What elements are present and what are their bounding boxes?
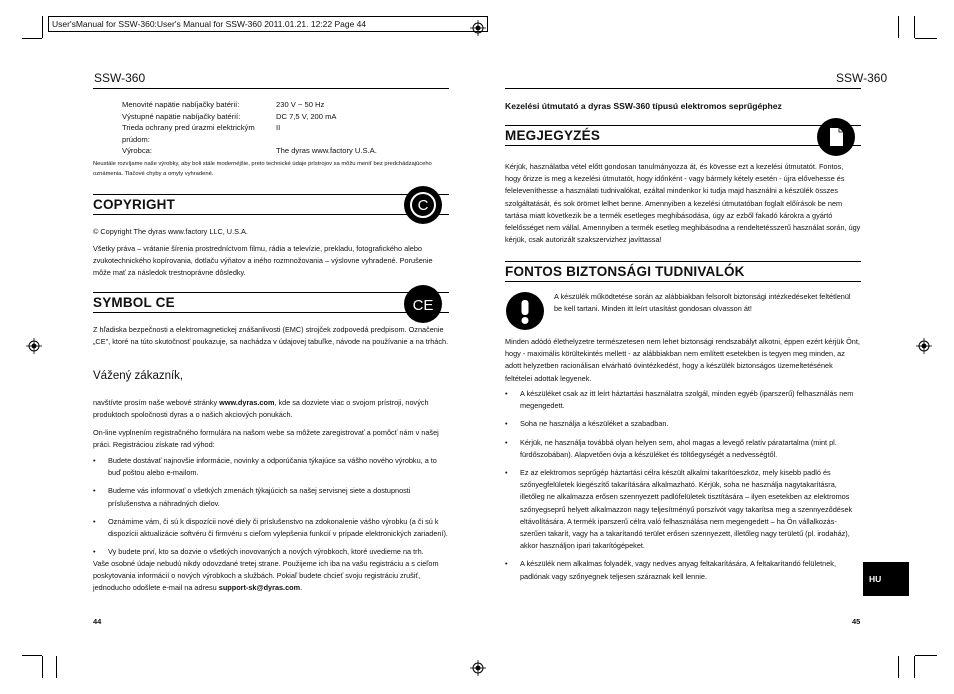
benefits-list xyxy=(93,455,449,558)
crop-mark xyxy=(898,16,899,38)
spec-row: Trieda ochrany pred úrazmi elektrickým prúdom: II xyxy=(122,123,281,144)
crop-mark xyxy=(42,656,43,678)
copyright-section-header xyxy=(93,194,449,215)
spec-row: Výstupné napätie nabíjačky batérií: DC 7,5 V, 200 mA xyxy=(122,111,337,121)
crop-mark xyxy=(22,655,42,656)
visit-paragraph: navštívte prosím naše webové stránky www.dyras.com, kde sa dozviete viac o svojom prístroji, nových produktoch spoločnosti dyras a o našich akciových ponukách. xyxy=(93,398,429,420)
crop-mark xyxy=(914,656,915,678)
support-email-link[interactable]: support-sk@dyras.com xyxy=(218,583,301,593)
ce-mark-icon xyxy=(404,285,442,323)
note-title: MEGJEGYZÉS xyxy=(505,128,601,143)
crop-mark xyxy=(915,38,937,39)
ce-section-header xyxy=(93,292,449,313)
crop-mark xyxy=(22,38,42,39)
closing-paragraph: Vaše osobné údaje nebudú nikdy odovzdané tretej strane. Použijeme ich iba na vašu registráciu a s cieľom poskytovania informácií o nových výrobkoch a službách. Pokiaľ budete chcieť svoju registráciu zrušiť, jednoducho odošlete e-mail na adresu support-sk@dyras.com. xyxy=(93,559,439,593)
list-item: • Vy budete prví, kto sa dozvie o všetkých inovovaných a nových výrobkoch, ktoré uvedieme na trh. xyxy=(93,546,449,558)
safety-title: FONTOS BIZTONSÁGI TUDNIVALÓK xyxy=(505,264,745,279)
spec-row: Menovité napätie nabíjačky batérií: 230 V ~ 50 Hz xyxy=(122,100,325,109)
copyright-title: COPYRIGHT xyxy=(93,197,176,212)
page-number-right: 45 xyxy=(852,617,861,626)
header-rule-right xyxy=(505,88,861,89)
svg-text:CE: CE xyxy=(412,297,434,314)
crop-mark xyxy=(914,16,915,38)
spec-row: Výrobca: The dyras www.factory U.S.A. xyxy=(122,146,377,155)
copyright-icon xyxy=(404,186,442,224)
language-tab: HU xyxy=(863,562,909,596)
website-link[interactable]: www.dyras.com xyxy=(219,398,275,407)
model-label-left: SSW-360 xyxy=(94,71,146,85)
svg-text:C: C xyxy=(417,197,429,214)
list-item: • A készülék nem alkalmas folyadék, vagy nedves anyag feltakarítására. A feltakarítandó felületnek, padlónak vagy szőnyegnek teljesen száraznak kell lennie. xyxy=(505,558,857,582)
list-item: • Budeme vás informovať o všetkých zmenách týkajúcich sa našej servisnej siete a dostupnosti príslušenstva a náhradných dielov. xyxy=(93,485,449,509)
list-item: • Ez az elektromos seprűgép háztartási célra készült alkalmi takarítóeszköz, mely kisebb padló és szőnyegfelületek kiegészítő takarítására alkalmazható. Kérjük, soha ne használja nagytakarításra, illetőleg ne alkalmazza erősen szennyezett padlófelületek tisztítására – ilyen esetekben az elektromos szőnyegseprű helyett alkalmazzon nagy teljesítményű porszívót vagy takarítsa meg a szennyeződések eltávolítására. A termék iparszerű célra való felhasználása nem megengedett – ha Ön vállalkozás-szerűen takarít, vagy ha a takarítandó terület erősen szennyezett, illetőleg nagy területű (pl. irodaház), akkor használjon ipari takarítógépeket. xyxy=(505,467,857,552)
list-item: • Kérjük, ne használja továbbá olyan helyen sem, ahol magas a levegő relatív páratartalma (mint pl. fürdőszobában). Alapvetően óvja a készüléket és töltőegységét a nedvességtől. xyxy=(505,437,857,461)
copyright-line: © Copyright The dyras www.factory LLC, U.S.A. xyxy=(93,227,248,236)
document-icon xyxy=(817,118,855,156)
note-section-header xyxy=(505,125,861,146)
notice-text: Neustále rozvíjame naše výrobky, aby boli stále modernéjšie, preto technické údaje prístrojov sa môžu meniť bez predchádzajúceho oznámenia. Tlačové chyby a omyly vyhradené. xyxy=(93,161,432,177)
ce-title: SYMBOL CE xyxy=(93,295,175,310)
safety-intro: A készülék működtetése során az alábbiakban felsorolt biztonsági intézkedéseket feltétlenül be kell tartani. Minden itt leírt utasítást gondosan olvasson át! xyxy=(554,292,851,314)
copyright-text: Všetky práva – vrátanie šírenia prostredníctvom filmu, rádia a televízie, prekladu, fotografického alebo zvukotechnického kopírovania, dotlaču výňatov a iného rozmnožovania – výslovne vyhradené. Porušenie môže mať za následok trestnoprávne dôsledky. xyxy=(93,244,433,278)
safety-list xyxy=(505,388,857,583)
list-item: • Soha ne használja a készüléket a szabadban. xyxy=(505,418,857,430)
registration-paragraph: On-line vyplnením registračného formulára na našom webe sa môžete zaregistrovať a pomôcť nám v našej práci. Registráciou získate rad výhod: xyxy=(93,428,439,450)
list-item: • Oznámime vám, či sú k dispozícii nové diely či príslušenstvo na zdokonalenie vášho výrobku (a či sú k dispozícii aktualizácie softvéru či firmvéru s cieľom vylepšenia funkcií v prípade elektronických zariadení). xyxy=(93,516,449,540)
registration-mark-icon xyxy=(470,20,486,36)
list-item: • Budete dostávať najnovšie informácie, novinky a odporúčania týkajúce sa vášho nového výrobku, a to buď poštou alebo e-mailom. xyxy=(93,455,449,479)
crop-mark xyxy=(42,16,43,38)
model-label-right: SSW-360 xyxy=(836,71,888,85)
registration-mark-icon xyxy=(26,338,42,354)
greeting: Vážený zákazník, xyxy=(93,370,184,382)
list-item: • A készüléket csak az itt leírt háztartási használatra szolgál, minden egyéb (iparszerű) felhasználás nem megengedett. xyxy=(505,388,857,412)
manual-intro-title: Kezelési útmutató a dyras SSW-360 típusú elektromos seprűgéphez xyxy=(505,101,782,111)
note-text: Kérjük, használatba vétel előtt gondosan tanulmányozza át, és kövesse ezt a kezelési útmutatót. Fontos, hogy őrizze is meg a kezelési útmutatót, hogy időnként - vagy bármely kétely esetén - újra elővehesse és feleleveníthesse a használati tudnivalókat, ezáltal mindenkor ki tudja majd használni a készülék összes szolgáltatását, és sok örömet lelhet benne. Amennyiben a kezelési útmutatóban foglalt előírások be nem tartása miatt következik be a termék esetleges meghibásodása, úgy az ezből fakadó károkra a gyártó felelősséget nem vállal. Amennyiben a termék esetleg meghibásodna a rendeltetésszerű használat során, úgy kérjük, csak autorizált szakszervizhez javíttassa! xyxy=(505,162,861,245)
page-number-left: 44 xyxy=(93,617,102,626)
safety-section-header xyxy=(505,261,861,282)
warning-exclamation-icon xyxy=(506,292,544,330)
crop-mark xyxy=(56,656,57,678)
print-slug-header: User'sManual for SSW-360:User's Manual for SSW-360 2011.01.21. 12:22 Page 44 xyxy=(48,16,488,32)
header-rule-left xyxy=(93,88,449,89)
spec-table xyxy=(122,99,422,157)
registration-mark-icon xyxy=(916,338,932,354)
ce-text: Z hľadiska bezpečnosti a elektromagnetickej znášanlivosti (EMC) strojček zodpovedá predpisom. Označenie „CE", ktoré na túto skutočnosť poukazuje, sa nachádza v údajovej tabuľke, návode na používanie a na trhách. xyxy=(93,325,449,347)
crop-mark xyxy=(898,656,899,678)
crop-mark xyxy=(915,655,937,656)
registration-mark-icon xyxy=(470,660,486,676)
safety-text: Minden adódó élethelyzetre természetesen nem lehet biztonsági rendszabályt alkotni, éppen ezért kérjük Önt, hogy - maximális körültekintés mellett - az alábbiakban nem említett esetekben is tegyen meg minden, az adott helyzetben racionálisan elvárható óvintézkedést, hogy a készülék biztonságos üzemeltetésének feltételei adottak legyenek. xyxy=(505,337,860,383)
